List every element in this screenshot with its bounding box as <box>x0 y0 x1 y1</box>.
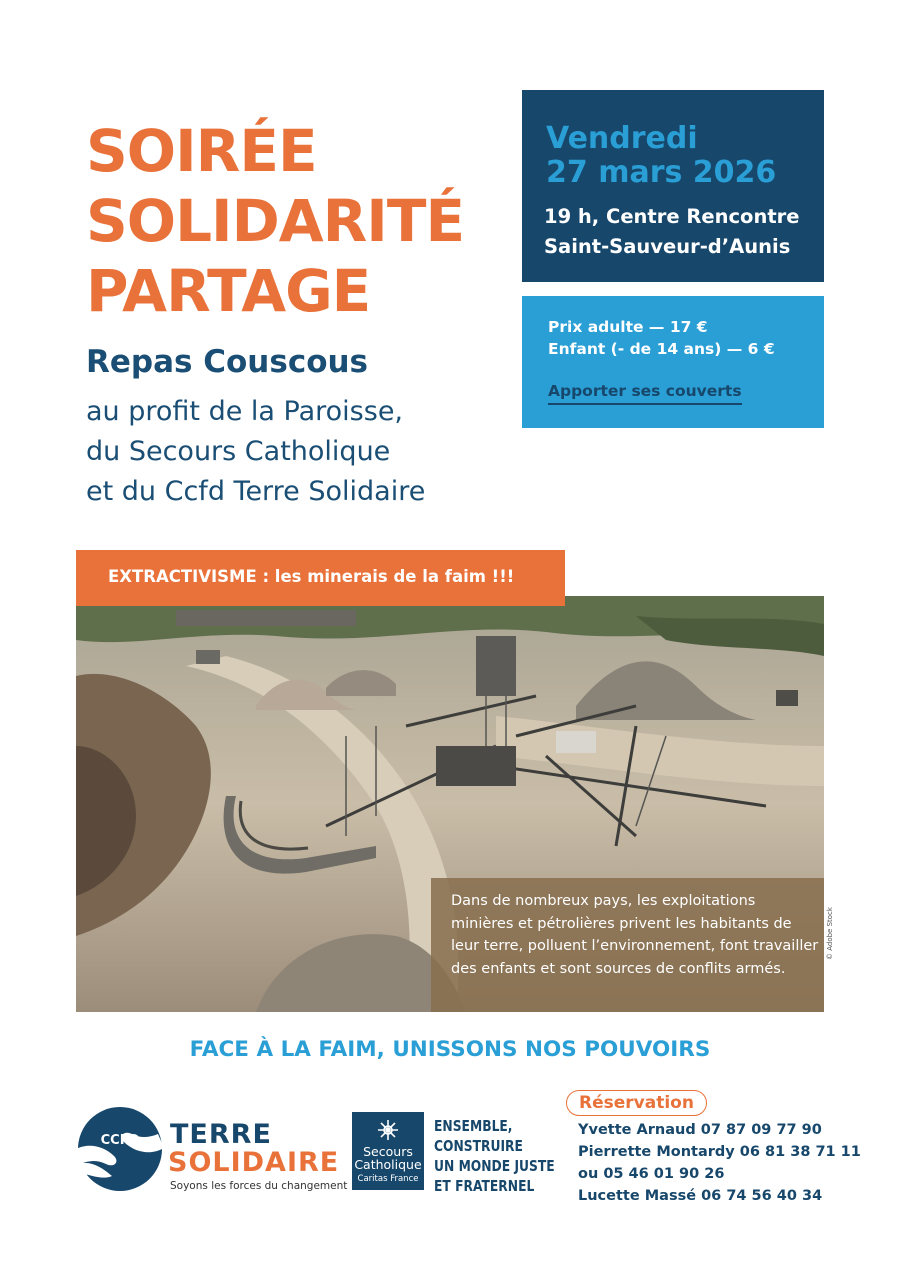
ccfd-logo <box>74 1106 164 1192</box>
caption-panel <box>431 878 824 1012</box>
beneficiary-line: et du Ccfd Terre Solidaire <box>86 476 426 507</box>
ccfd-logo-text: CCFD <box>100 1133 140 1148</box>
ccfd-name-line1: TERRE <box>170 1119 272 1150</box>
title-line-1: SOIRÉE <box>86 117 317 185</box>
price-adult: Prix adulte — 17 € <box>548 318 708 336</box>
contact-line: Pierrette Montardy 06 81 38 71 11 <box>578 1144 861 1160</box>
photo-credit-text: © Adobe Stock <box>826 907 834 960</box>
price-panel <box>522 296 824 428</box>
motto-line: UN MONDE JUSTE <box>434 1157 555 1175</box>
photo-credit <box>826 907 886 960</box>
topic-banner <box>76 550 565 606</box>
motto-line: CONSTRUIRE <box>434 1137 523 1155</box>
banner-text: EXTRACTIVISME : les minerais de la faim !!! <box>108 567 515 586</box>
event-day: Vendredi <box>546 121 698 156</box>
beneficiary-line: du Secours Catholique <box>86 436 391 467</box>
caption-text: Dans de nombreux pays, les exploitations minières et pétrolières privent les habitants de leur terre, polluent l’environnement, font travailler des enfants et sont sources de conflits armés. <box>451 893 819 977</box>
motto-line: ENSEMBLE, <box>434 1117 513 1135</box>
reservation-contacts <box>578 1119 861 1207</box>
secours-name-line3: Caritas France <box>357 1174 419 1184</box>
event-date: 27 mars 2026 <box>546 155 777 190</box>
title-line-3: PARTAGE <box>86 257 371 325</box>
cutlery-note: Apporter ses couverts <box>548 380 742 405</box>
motto <box>434 1116 555 1196</box>
meal-subtitle: Repas Couscous <box>86 344 369 380</box>
ccfd-hands-icon <box>74 1106 164 1192</box>
price-child: Enfant (- de 14 ans) — 6 € <box>548 340 775 358</box>
contact-line: Lucette Massé 06 74 56 40 34 <box>578 1188 823 1204</box>
ccfd-name-line2: SOLIDAIRE <box>168 1147 340 1178</box>
secours-name-line2: Catholique <box>354 1157 422 1172</box>
motto-line: ET FRATERNEL <box>434 1177 535 1195</box>
ccfd-tagline: Soyons les forces du changement <box>170 1180 348 1192</box>
reservation-badge: Réservation <box>566 1090 707 1116</box>
beneficiaries <box>86 392 526 512</box>
contact-line: ou 05 46 01 90 26 <box>578 1166 725 1182</box>
event-place: Saint-Sauveur-d’Aunis <box>544 235 791 258</box>
beneficiary-line: au profit de la Paroisse, <box>86 396 404 427</box>
secours-catholique-logo <box>352 1112 424 1190</box>
event-title <box>86 116 516 326</box>
cross-icon <box>376 1118 400 1142</box>
secours-name-line1: Secours <box>363 1144 413 1159</box>
date-panel <box>522 90 824 282</box>
event-time: 19 h, Centre Rencontre <box>544 205 800 228</box>
slogan: FACE À LA FAIM, UNISSONS NOS POUVOIRS <box>189 1037 711 1062</box>
contact-line: Yvette Arnaud 07 87 09 77 90 <box>578 1122 822 1138</box>
title-line-2: SOLIDARITÉ <box>86 187 465 255</box>
